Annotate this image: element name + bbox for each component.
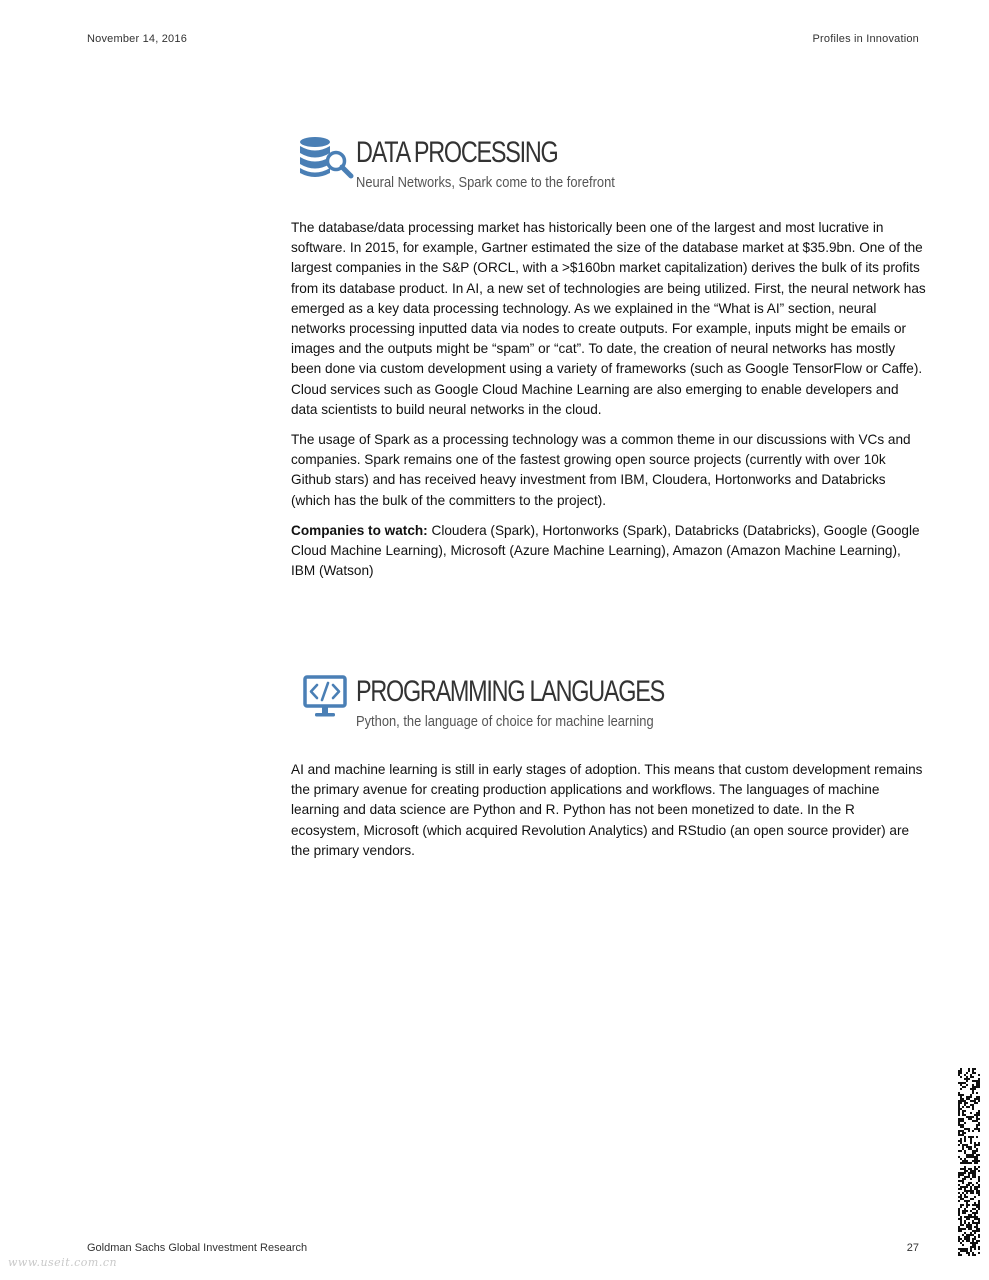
data-processing-subtitle: Neural Networks, Spark come to the forefront (356, 174, 615, 191)
companies-to-watch (291, 521, 927, 582)
footer-publisher: Goldman Sachs Global Investment Research (87, 1242, 308, 1254)
data-processing-paragraph-1: The database/data processing market has historically been one of the largest and most lucrative in software. In 2015, for example, Gartner estimated the size of the database market at $35.9bn. One of the largest companies in the S&P (ORCL, with a >$160bn market capitalization) derives the bulk of its profits from its database product. In AI, a new set of technologies are being utilized. First, the neural network has emerged as a key data processing technology. As we explained in the “What is AI” section, neural networks processing inputted data via nodes to create outputs. For example, inputs might be emails or images and the outputs might be “spam” or “cat”. To date, the creation of neural networks has mostly been done via custom development using a variety of frameworks (such as Google TensorFlow or Caffe). Cloud services such as Google Cloud Machine Learning are also emerging to enable developers and data scientists to build neural networks in the cloud. (291, 220, 926, 417)
companies-to-watch-label: Companies to watch: (291, 522, 428, 538)
data-processing-title: DATA PROCESSING (356, 136, 558, 169)
programming-languages-title: PROGRAMMING LANGUAGES (356, 675, 664, 708)
database-search-icon (296, 136, 354, 184)
qr-code-icon (958, 1068, 980, 1256)
data-processing-paragraph-2: The usage of Spark as a processing technology was a common theme in our discussions with VCs and companies. Spark remains one of the fastest growing open source projects (currently with over 10k Github stars) and has received heavy investment from IBM, Cloudera, Hortonworks and Databricks (which has the bulk of the committers to the project). (291, 432, 911, 508)
footer-page-number: 27 (906, 1242, 919, 1254)
programming-languages-body (291, 760, 927, 871)
data-processing-body (291, 218, 927, 591)
programming-languages-subtitle: Python, the language of choice for machine learning (356, 713, 654, 730)
companies-to-watch-list: Cloudera (Spark), Hortonworks (Spark), Databricks (Databricks), Google (Google Cloud Machine Learning), Microsoft (Azure Machine Learning), Amazon (Amazon Machine Learning), IBM (Watson) (291, 522, 920, 579)
watermark: www.useit.com.cn (8, 1256, 118, 1269)
programming-languages-paragraph-1: AI and machine learning is still in early stages of adoption. This means that custom development remains the primary avenue for creating production applications and workflows. The languages of machine learning and data science are Python and R. Python has not been monetized to date. In the R ecosystem, Microsoft (which acquired Revolution Analytics) and RStudio (an open source provider) are the primary vendors. (291, 762, 923, 858)
code-monitor-icon (296, 675, 354, 721)
header-series: Profiles in Innovation (812, 33, 919, 45)
header-date: November 14, 2016 (87, 33, 188, 45)
